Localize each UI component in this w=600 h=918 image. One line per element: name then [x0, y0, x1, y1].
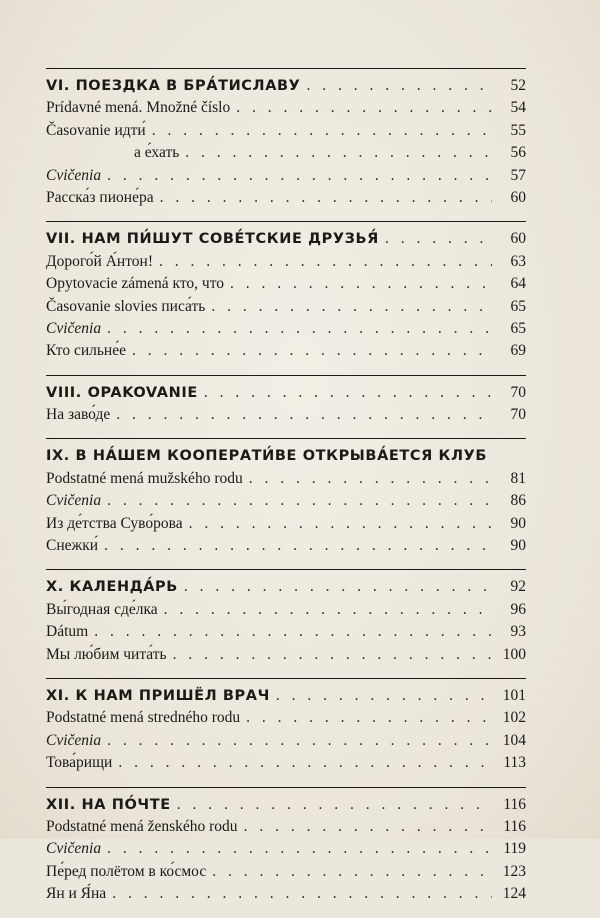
page-number: 116: [503, 817, 526, 835]
toc-section: [46, 438, 526, 557]
section-divider: [46, 375, 526, 376]
page-number: 92: [510, 578, 526, 596]
dot-leader: [249, 468, 492, 490]
toc-entry[interactable]: [46, 251, 526, 273]
entry-title: Opytovacie zámená кто, что: [46, 275, 225, 293]
entry-title: Podstatné mená ženského rodu: [46, 817, 238, 835]
entry-title: Расска́з пионе́ра: [46, 188, 154, 206]
page-number: 102: [502, 709, 526, 727]
page-number: 90: [510, 514, 526, 532]
page-number: 60: [510, 230, 526, 248]
page-number: 70: [510, 406, 526, 424]
toc-entry[interactable]: [46, 513, 526, 535]
toc-section: [46, 678, 526, 775]
entry-title: Cvičenia: [46, 492, 102, 510]
section-divider: [46, 569, 526, 570]
page-number: 64: [510, 275, 526, 293]
page-number: 86: [510, 492, 526, 510]
entry-title: а е́хать: [134, 144, 180, 162]
entry-title: На заво́де: [46, 406, 111, 424]
toc-entry[interactable]: [46, 340, 526, 362]
toc-entry[interactable]: [46, 404, 526, 426]
toc-entry[interactable]: [46, 730, 526, 752]
toc-section: [46, 221, 526, 362]
entry-title: Prídavné mená. Množné číslo: [46, 99, 231, 117]
entry-title: Това́рищи: [46, 754, 113, 772]
toc-entry[interactable]: [46, 318, 526, 340]
toc-entry[interactable]: [46, 644, 526, 666]
section-divider: [46, 678, 526, 679]
toc-entry[interactable]: [46, 816, 526, 838]
page-number: 96: [510, 600, 526, 618]
page-number: 113: [503, 754, 526, 772]
dot-leader: [204, 382, 492, 404]
dot-leader: [184, 576, 492, 598]
dot-leader: [107, 730, 492, 752]
chapter-heading[interactable]: [46, 75, 526, 97]
page-number: 101: [502, 686, 526, 704]
toc-section: [46, 787, 526, 906]
page-number: 65: [510, 297, 526, 315]
page-number: 93: [510, 623, 526, 641]
toc-entry[interactable]: [46, 861, 526, 883]
entry-title: Cvičenia: [46, 166, 102, 184]
entry-title: Мы лю́бим чита́ть: [46, 645, 167, 663]
dot-leader: [164, 599, 492, 621]
chapter-heading[interactable]: [46, 794, 526, 816]
page-number: 57: [510, 166, 526, 184]
toc-entry[interactable]: [46, 599, 526, 621]
page-number: 123: [502, 862, 526, 880]
entry-title: Кто сильне́е: [46, 342, 126, 360]
dot-leader: [107, 318, 492, 340]
page-number: 65: [510, 319, 526, 337]
page-number: 56: [510, 144, 526, 162]
chapter-heading[interactable]: [46, 445, 526, 467]
toc-entry[interactable]: [46, 838, 526, 860]
chapter-title: XI. К НАМ ПРИШЁЛ ВРАЧ: [46, 687, 270, 704]
dot-leader: [160, 187, 492, 209]
dot-leader: [306, 75, 492, 97]
entry-title: Dátum: [46, 623, 89, 641]
dot-leader: [107, 490, 492, 512]
chapter-title: VIII. OPAKOVANIE: [46, 384, 198, 401]
page-number: 90: [510, 537, 526, 555]
chapter-title: VII. НАМ ПИ́ШУТ СОВЕ́ТСКИЕ ДРУЗЬЯ́: [46, 231, 379, 248]
section-divider: [46, 438, 526, 439]
section-divider: [46, 221, 526, 222]
page-number: 63: [510, 252, 526, 270]
page-number: 104: [502, 731, 526, 749]
dot-leader: [189, 513, 492, 535]
entry-title: Cvičenia: [46, 840, 102, 858]
entry-title: Вы́годная сде́лка: [46, 600, 158, 618]
toc-section: [46, 569, 526, 666]
chapter-heading[interactable]: [46, 576, 526, 598]
dot-leader: [244, 816, 492, 838]
entry-title: Снежки́: [46, 537, 99, 555]
chapter-title: VI. ПОЕЗДКА В БРА́ТИСЛАВУ: [46, 78, 301, 94]
dot-leader: [107, 838, 492, 860]
section-divider: [46, 787, 526, 788]
chapter-heading[interactable]: [46, 228, 526, 250]
dot-leader: [230, 273, 492, 295]
dot-leader: [107, 165, 492, 187]
page-number: 124: [502, 885, 526, 903]
toc-entry[interactable]: [46, 165, 526, 187]
entry-title: Cvičenia: [46, 319, 102, 337]
toc-entry[interactable]: [46, 142, 526, 164]
page-number: 52: [510, 77, 526, 94]
page-number: 54: [510, 99, 526, 117]
toc-entry[interactable]: [46, 97, 526, 119]
entry-title: Из де́тства Суво́рова: [46, 514, 183, 532]
dot-leader: [246, 707, 492, 729]
entry-title: Podstatné mená mužského rodu: [46, 469, 243, 487]
entry-title: Пе́ред полётом в ко́смос: [46, 862, 207, 880]
dot-leader: [236, 97, 492, 119]
chapter-title: XII. НА ПО́ЧТЕ: [46, 796, 171, 813]
chapter-title: IX. В НА́ШЕМ КООПЕРАТИ́ВЕ ОТКРЫВА́ЕТСЯ КЛУБ: [46, 448, 488, 465]
toc-entry[interactable]: [46, 187, 526, 209]
dot-leader: [276, 685, 492, 707]
toc-entry[interactable]: [46, 883, 526, 905]
toc-entry[interactable]: [46, 490, 526, 512]
entry-title: Podstatné mená stredného rodu: [46, 709, 241, 727]
entry-title: Ян и Я́на: [46, 885, 107, 903]
dot-leader: [177, 794, 492, 816]
dot-leader: [152, 120, 492, 142]
chapter-title: X. КАЛЕНДА́РЬ: [46, 579, 178, 596]
toc-entry[interactable]: [46, 296, 526, 318]
dot-leader: [173, 644, 492, 666]
page-number: 55: [510, 121, 526, 139]
page-number: 70: [510, 383, 526, 401]
toc-section: [46, 375, 526, 427]
page-number: 119: [503, 840, 526, 858]
dot-leader: [159, 251, 492, 273]
dot-leader: [116, 404, 492, 426]
dot-leader: [104, 535, 492, 557]
toc-section: [46, 68, 526, 209]
dot-leader: [211, 296, 492, 318]
chapter-heading[interactable]: [46, 382, 526, 404]
dot-leader: [132, 340, 492, 362]
toc-entry[interactable]: [46, 535, 526, 557]
dot-leader: [385, 228, 492, 250]
dot-leader: [94, 621, 492, 643]
page-number: 100: [502, 645, 526, 663]
page-number: 60: [510, 188, 526, 206]
entry-title: Časovanie slovies писа́ть: [46, 297, 206, 315]
dot-leader: [185, 142, 492, 164]
page-number: 69: [510, 342, 526, 360]
toc-entry[interactable]: [46, 273, 526, 295]
dot-leader: [112, 883, 492, 905]
toc-entry[interactable]: [46, 707, 526, 729]
toc-entry[interactable]: [46, 621, 526, 643]
page-number: 81: [510, 469, 526, 487]
toc-entry[interactable]: [46, 752, 526, 774]
dot-leader: [212, 861, 492, 883]
entry-title: Cvičenia: [46, 731, 102, 749]
entry-title: Дорого́й А́нтон!: [46, 252, 153, 270]
toc-entry[interactable]: [46, 468, 526, 490]
chapter-heading[interactable]: [46, 685, 526, 707]
entry-title: Časovanie идти́: [46, 121, 146, 139]
page-number: 116: [503, 795, 526, 813]
dot-leader: [118, 752, 492, 774]
toc-entry[interactable]: [46, 120, 526, 142]
section-divider: [46, 68, 526, 69]
table-of-contents: [46, 68, 526, 918]
